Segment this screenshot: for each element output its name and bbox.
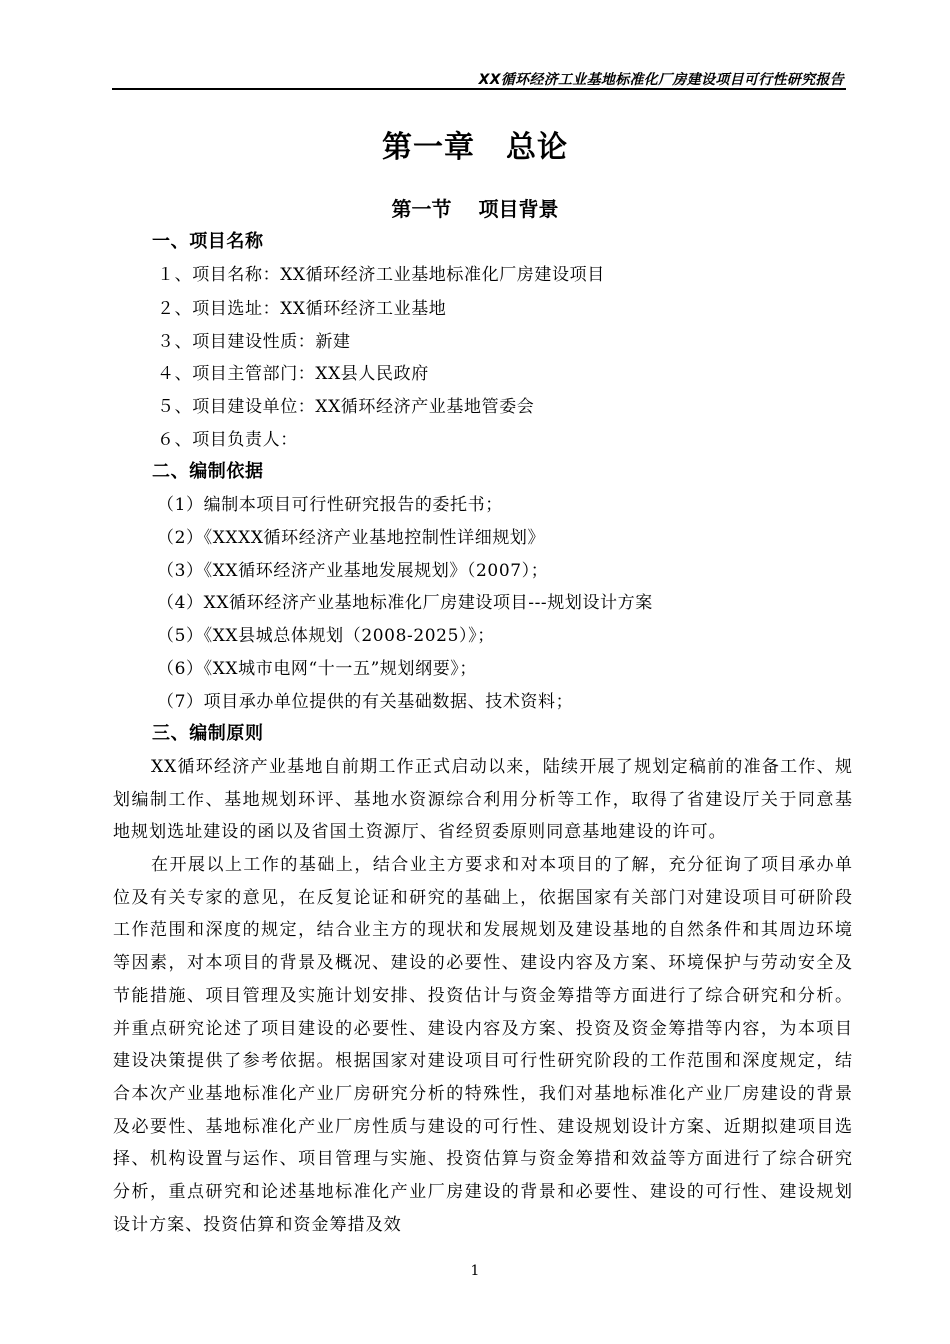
list-item: （4）XX循环经济产业基地标准化厂房建设项目---规划设计方案 <box>157 593 653 613</box>
list-item: （5）《XX县城总体规划（2008-2025）》； <box>157 626 495 646</box>
heading-project-name: 一、项目名称 <box>152 231 264 252</box>
section-title: 第一节 项目背景 <box>391 197 559 221</box>
list-item: ６、项目负责人： <box>157 430 298 450</box>
list-item: ３、项目建设性质：新建 <box>157 332 351 352</box>
chapter-title: 第一章 总论 <box>382 130 568 165</box>
running-header-title: XX循环经济工业基地标准化厂房建设项目可行性研究报告 <box>478 72 844 88</box>
body-paragraph: 在开展以上工作的基础上，结合业主方要求和对本项目的了解，充分征询了项目承办单位及有关专家的意见，在反复论证和研究的基础上，依据国家有关部门对建设项目可研阶段工作范围和深度的规定，结合业主方的现状和发展规划及建设基地的自然条件和其周边环境等因素，对本项目的背景及概况、建设的必要性、建设内容及方案、环境保护与劳动安全及节能措施、项目管理及实施计划安排、投资估计与资金筹措等方面进行了综合研究和分析。并重点研究论述了项目建设的必要性、建设内容及方案、投资及资金筹措等内容，为本项目建设决策提供了参考依据。根据国家对建设项目可行性研究阶段的工作范围和深度规定，结合本次产业基地标准化产业厂房研究分析的特殊性，我们对基地标准化产业厂房建设的背景及必要性、基地标准化产业厂房性质与建设的可行性、建设规划设计方案、近期拟建项目选择、机构设置与运作、项目管理与实施、投资估算与资金筹措和效益等方面进行了综合研究分析，重点研究和论述基地标准化产业厂房建设的背景和必要性、建设的可行性、建设规划设计方案、投资估算和资金筹措及效 <box>113 855 853 1235</box>
list-item: ２、项目选址：XX循环经济工业基地 <box>157 299 447 319</box>
list-item: （2）《XXXX循环经济产业基地控制性详细规划》 <box>157 528 546 548</box>
heading-compilation-basis: 二、编制依据 <box>152 461 264 482</box>
list-item: （1）编制本项目可行性研究报告的委托书； <box>157 495 503 515</box>
list-item: （3）《XX循环经济产业基地发展规划》（2007）； <box>157 561 549 581</box>
list-item: （7）项目承办单位提供的有关基础数据、技术资料； <box>157 692 574 712</box>
page-number: 1 <box>470 1263 480 1279</box>
list-item: １、项目名称：XX循环经济工业基地标准化厂房建设项目 <box>157 265 605 285</box>
list-item: ４、项目主管部门：XX县人民政府 <box>157 364 429 384</box>
heading-compilation-principles: 三、编制原则 <box>152 723 264 744</box>
header-divider <box>112 88 846 90</box>
list-item: （6）《XX城市电网“十一五”规划纲要》； <box>157 659 478 679</box>
list-item: ５、项目建设单位：XX循环经济产业基地管委会 <box>157 397 535 417</box>
body-paragraph: XX循环经济产业基地自前期工作正式启动以来，陆续开展了规划定稿前的准备工作、规划编制工作、基地规划环评、基地水资源综合利用分析等工作，取得了省建设厅关于同意基地规划选址建设的函以及省国土资源厅、省经贸委原则同意基地建设的许可。 <box>113 757 853 843</box>
